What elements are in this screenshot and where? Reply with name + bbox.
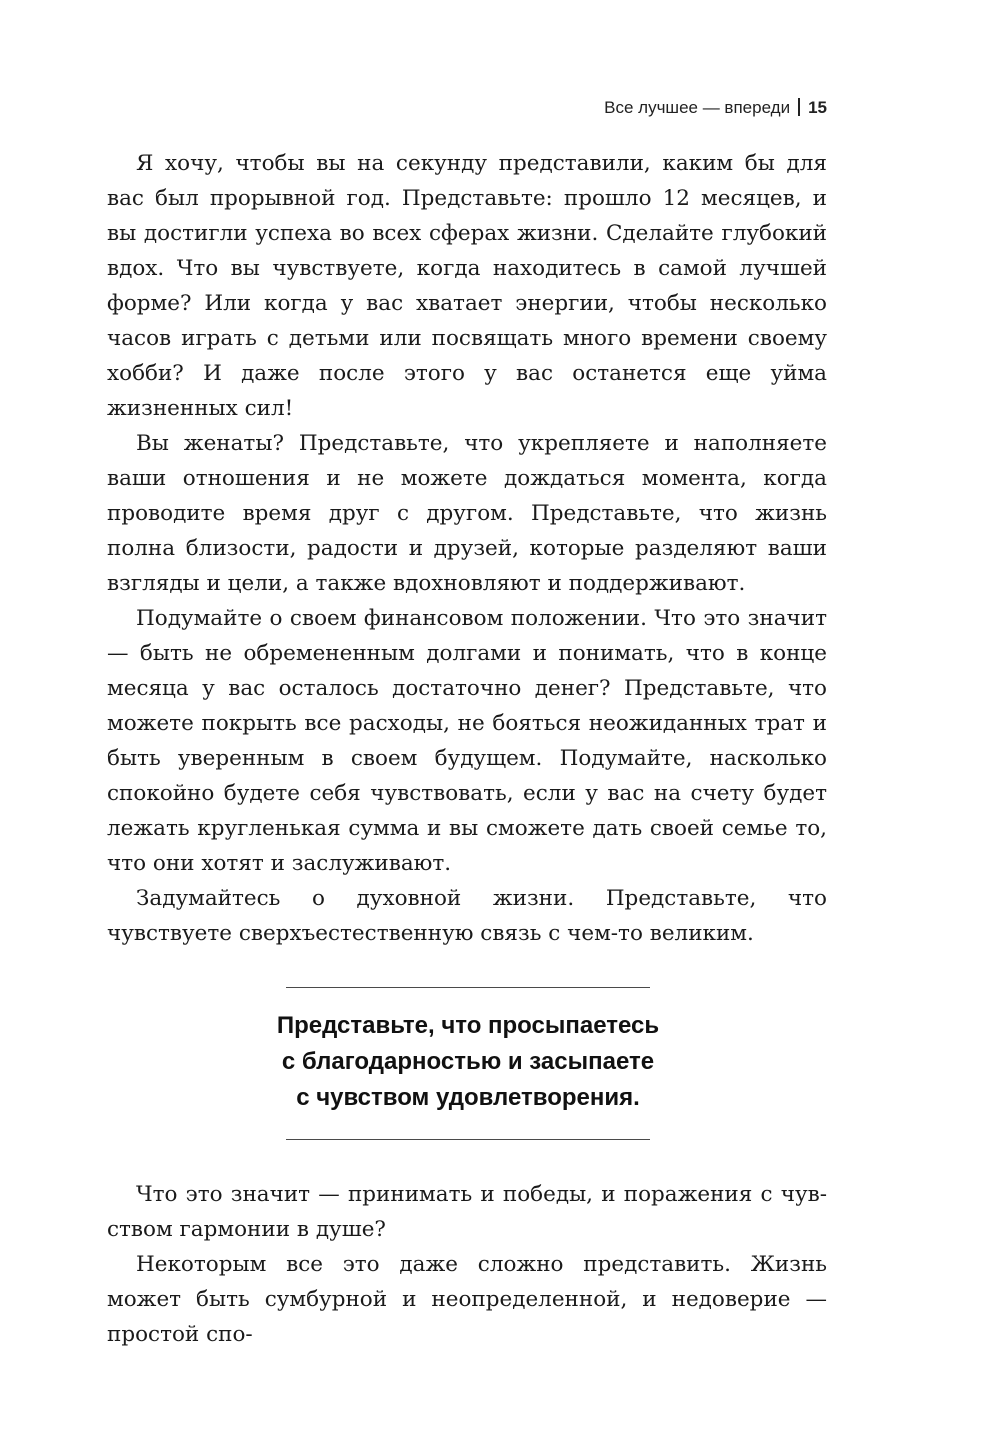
- paragraph-hard-to-imagine: Некоторым все это даже сложно представить. Жизнь может быть сумбурной и неопределенной, и недоверие — простой спо-: [107, 1252, 827, 1347]
- paragraph-harmony: Что это значит — принимать и победы, и поражения с чувством гармонии в душе?: [107, 1182, 827, 1242]
- pull-quote: [200, 1008, 736, 1116]
- pull-quote-line: с благодарностью и засыпаете: [281, 1048, 655, 1075]
- chapter-title: Все лучшее — впереди: [604, 98, 791, 117]
- body-text-top: [107, 146, 827, 951]
- pull-quote-line: с чувством удовлетворения.: [296, 1084, 640, 1111]
- paragraph-spiritual-life: Задумайтесь о духовной жизни. Представьте, что чувствуете сверхъестественную связь с чем-то великим.: [107, 886, 827, 946]
- paragraph-finances: Подумайте о своем финансовом положении. Что это значит — быть не обремененным долгами и понимать, что в конце месяца у вас осталось достаточно денег? Представьте, что можете покрыть все расходы, не бояться неожиданных трат и быть уверенным в своем будущем. Подумайте, насколько спокойно будете себя чувствовать, если у вас на счету будет лежать кругленькая сумма и вы сможете дать своей семье то, что они хотят и заслуживают.: [107, 606, 827, 876]
- running-head: [604, 96, 827, 120]
- paragraph-breakthrough-year: Я хочу, чтобы вы на секунду представили, каким бы для вас был прорывной год. Представьте: прошло 12 месяцев, и вы достигли успеха во всех сферах жизни. Сделайте глубокий вдох. Что вы чувствуете, когда находитесь в самой лучшей форме? Или когда у вас хватает энергии, чтобы несколько часов играть с детьми или посвящать много времени своему хобби? И даже после этого у вас останется еще уйма жизненных сил!: [107, 151, 827, 421]
- paragraph-relationships: Вы женаты? Представьте, что укрепляете и наполняете ваши отношения и не можете дождаться момента, когда проводите время друг с другом. Представьте, что жизнь полна близости, радости и друзей, которые разделяют ваши взгляды и цели, а также вдохновляют и поддерживают.: [107, 431, 827, 596]
- body-text-bottom: [107, 1177, 827, 1352]
- pull-quote-top-rule: [286, 987, 650, 988]
- header-separator: [798, 98, 800, 116]
- page-number: 15: [808, 98, 827, 117]
- pull-quote-bottom-rule: [286, 1139, 650, 1140]
- pull-quote-line: Представьте, что просыпаетесь: [276, 1012, 660, 1039]
